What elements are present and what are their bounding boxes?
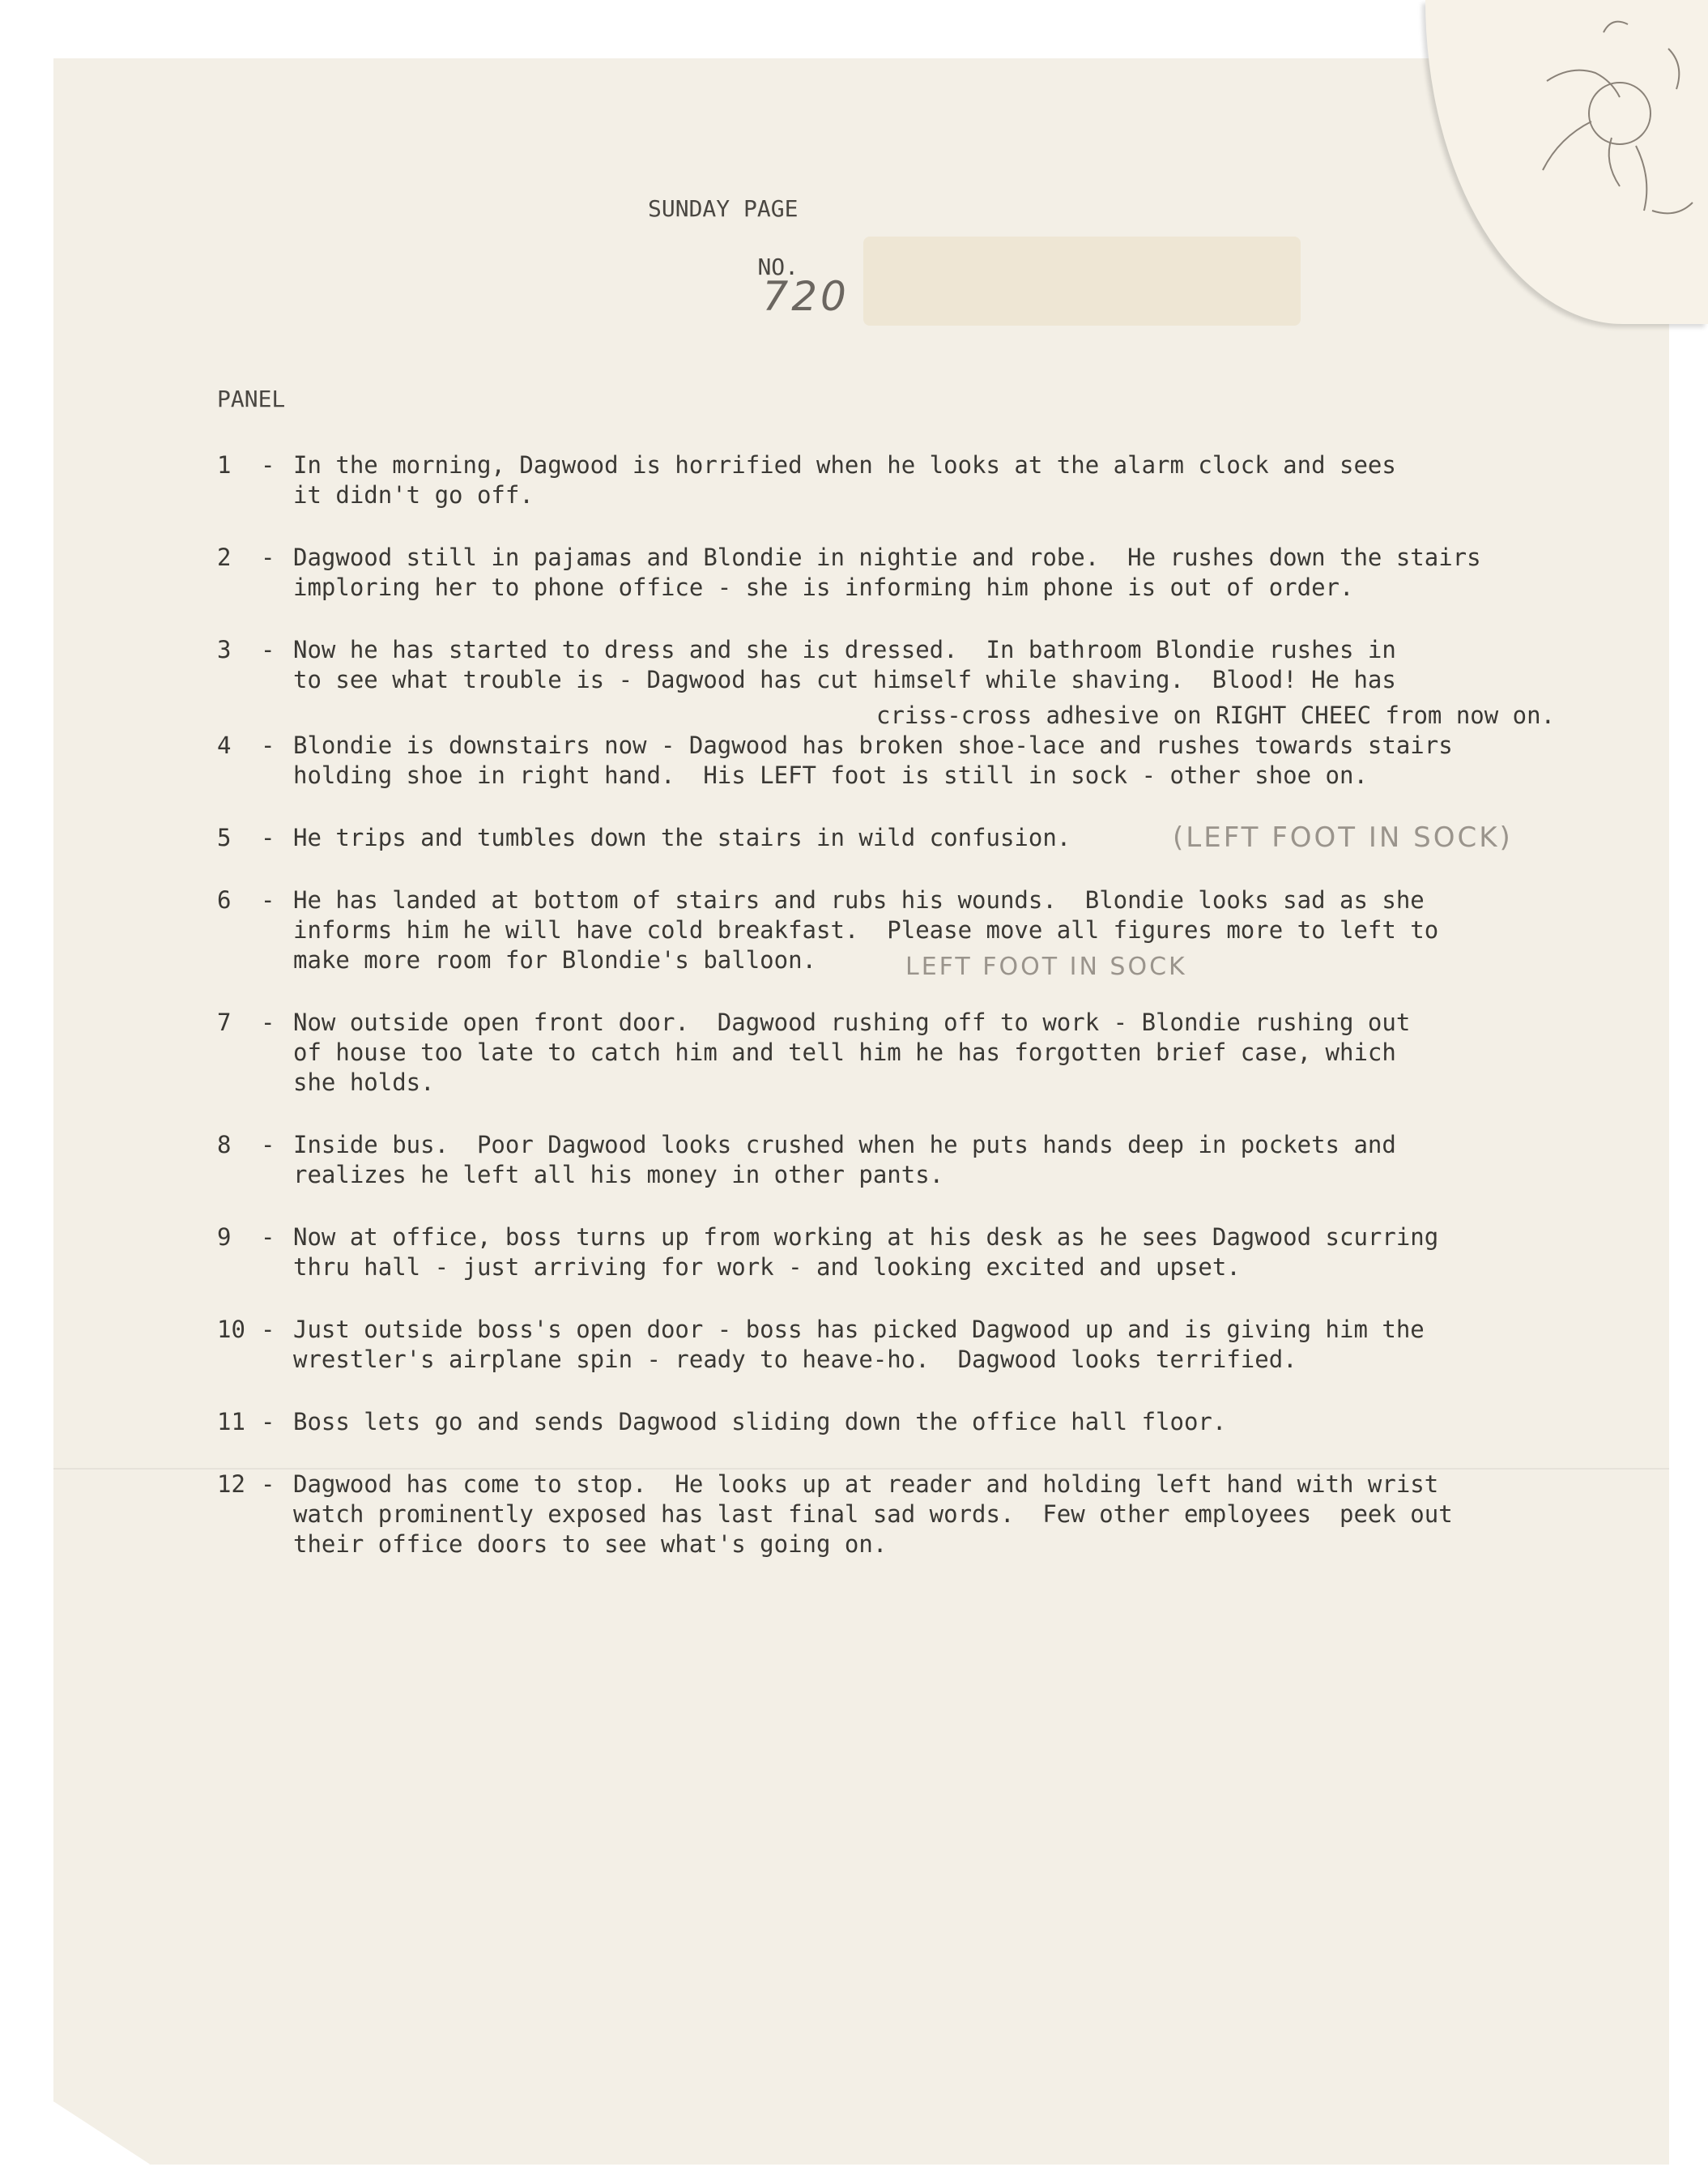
adhesive-note: criss-cross adhesive on RIGHT CHEEC from now on. bbox=[876, 702, 1556, 729]
item-text: Now he has started to dress and she is dressed. In bathroom Blondie rushes in to see what trouble is - Dagwood has cut himself while shaving. Blood! He has bbox=[293, 636, 1396, 693]
item-text: In the morning, Dagwood is horrified when he looks at the alarm clock and sees it didn't go off. bbox=[293, 451, 1396, 509]
item-number: 9 bbox=[217, 1223, 232, 1251]
list-item: 7 - Now outside open front door. Dagwood rushing off to work - Blondie rushing out of house too late to catch him and tell him he has forgotten brief case, which she holds. bbox=[217, 1008, 1642, 1098]
item-text: Boss lets go and sends Dagwood sliding down the office hall floor. bbox=[293, 1408, 1227, 1435]
item-number: 11 bbox=[217, 1408, 245, 1435]
item-number: 1 bbox=[217, 451, 232, 479]
item-number: 3 bbox=[217, 636, 232, 663]
item-number: 2 bbox=[217, 544, 232, 571]
page-number: 720 bbox=[762, 273, 850, 320]
page-header bbox=[648, 194, 972, 347]
item-number: 8 bbox=[217, 1131, 232, 1158]
list-item: 10 - Just outside boss's open door - boss has picked Dagwood up and is giving him the wrestler's airplane spin - ready to heave-ho. Dagwood looks terrified. bbox=[217, 1315, 1642, 1375]
number-label: NO. bbox=[757, 254, 799, 280]
list-item: 6 - He has landed at bottom of stairs and rubs his wounds. Blondie looks sad as she informs him he will have cold breakfast. Please move all figures more to left to make more room for Blondie's balloon. bbox=[217, 885, 1642, 975]
item-number: 12 bbox=[217, 1470, 245, 1498]
list-item: 8 - Inside bus. Poor Dagwood looks crushed when he puts hands deep in pockets and realizes he left all his money in other pants. bbox=[217, 1130, 1642, 1190]
list-item: 1 - In the morning, Dagwood is horrified when he looks at the alarm clock and sees it didn't go off. bbox=[217, 450, 1642, 510]
panel-heading: PANEL bbox=[217, 386, 286, 412]
list-item: 2 - Dagwood still in pajamas and Blondie in nightie and robe. He rushes down the stairs imploring her to phone office - she is informing him phone is out of order. bbox=[217, 543, 1642, 603]
item-text: He trips and tumbles down the stairs in wild confusion. bbox=[293, 824, 1071, 851]
panel-list bbox=[217, 450, 1642, 1592]
list-item: 4 - Blondie is downstairs now - Dagwood has broken shoe-lace and rushes towards stairs holding shoe in right hand. His LEFT foot is still in sock - other shoe on. bbox=[217, 731, 1642, 791]
list-item: 9 - Now at office, boss turns up from working at his desk as he sees Dagwood scurring thru hall - just arriving for work - and looking excited and upset. bbox=[217, 1222, 1642, 1282]
curled-page-corner bbox=[1425, 0, 1708, 324]
item-text: Just outside boss's open door - boss has picked Dagwood up and is giving him the wrestler's airplane spin - ready to heave-ho. Dagwood looks terrified. bbox=[293, 1316, 1425, 1373]
item-number: 4 bbox=[217, 732, 232, 759]
item-text: He has landed at bottom of stairs and rubs his wounds. Blondie looks sad as she informs him he will have cold breakfast. Please move all figures more to left to make more room for Blondie's balloon. bbox=[293, 886, 1439, 974]
item-text: Blondie is downstairs now - Dagwood has broken shoe-lace and rushes towards stairs holding shoe in right hand. His LEFT foot is still in sock - other shoe on. bbox=[293, 732, 1453, 789]
pencil-note-left-foot-2: LEFT FOOT IN SOCK bbox=[905, 953, 1187, 981]
list-item: 3 - Now he has started to dress and she is dressed. In bathroom Blondie rushes in to see what trouble is - Dagwood has cut himself while shaving. Blood! He has bbox=[217, 635, 1642, 695]
list-item: 11 - Boss lets go and sends Dagwood sliding down the office hall floor. bbox=[217, 1407, 1642, 1437]
item-number: 6 bbox=[217, 886, 232, 914]
pencil-note-left-foot: (LEFT FOOT IN SOCK) bbox=[1173, 821, 1513, 854]
item-text: Inside bus. Poor Dagwood looks crushed when he puts hands deep in pockets and realizes he left all his money in other pants. bbox=[293, 1131, 1396, 1188]
item-number: 7 bbox=[217, 1009, 232, 1036]
item-number: 5 bbox=[217, 824, 232, 851]
pencil-sketch-icon bbox=[1425, 0, 1708, 324]
item-number: 10 bbox=[217, 1316, 245, 1343]
item-text: Now outside open front door. Dagwood rushing off to work - Blondie rushing out of house too late to catch him and tell him he has forgotten brief case, which she holds. bbox=[293, 1009, 1411, 1096]
list-item: 5 - He trips and tumbles down the stairs in wild confusion. bbox=[217, 823, 1642, 853]
list-item: 12 - Dagwood has come to stop. He looks up at reader and holding left hand with wrist watch prominently exposed has last final sad words. Few other employees peek out their office doors to see what's going on. bbox=[217, 1470, 1642, 1559]
item-text: Dagwood still in pajamas and Blondie in nightie and robe. He rushes down the stairs imploring her to phone office - she is informing him phone is out of order. bbox=[293, 544, 1481, 601]
item-text: Now at office, boss turns up from working at his desk as he sees Dagwood scurring thru hall - just arriving for work - and looking excited and upset. bbox=[293, 1223, 1439, 1281]
item-text: Dagwood has come to stop. He looks up at reader and holding left hand with wrist watch prominently exposed has last final sad words. Few other employees peek out their office doors to see what's going on. bbox=[293, 1470, 1453, 1558]
sunday-page-title: SUNDAY PAGE bbox=[648, 195, 799, 222]
